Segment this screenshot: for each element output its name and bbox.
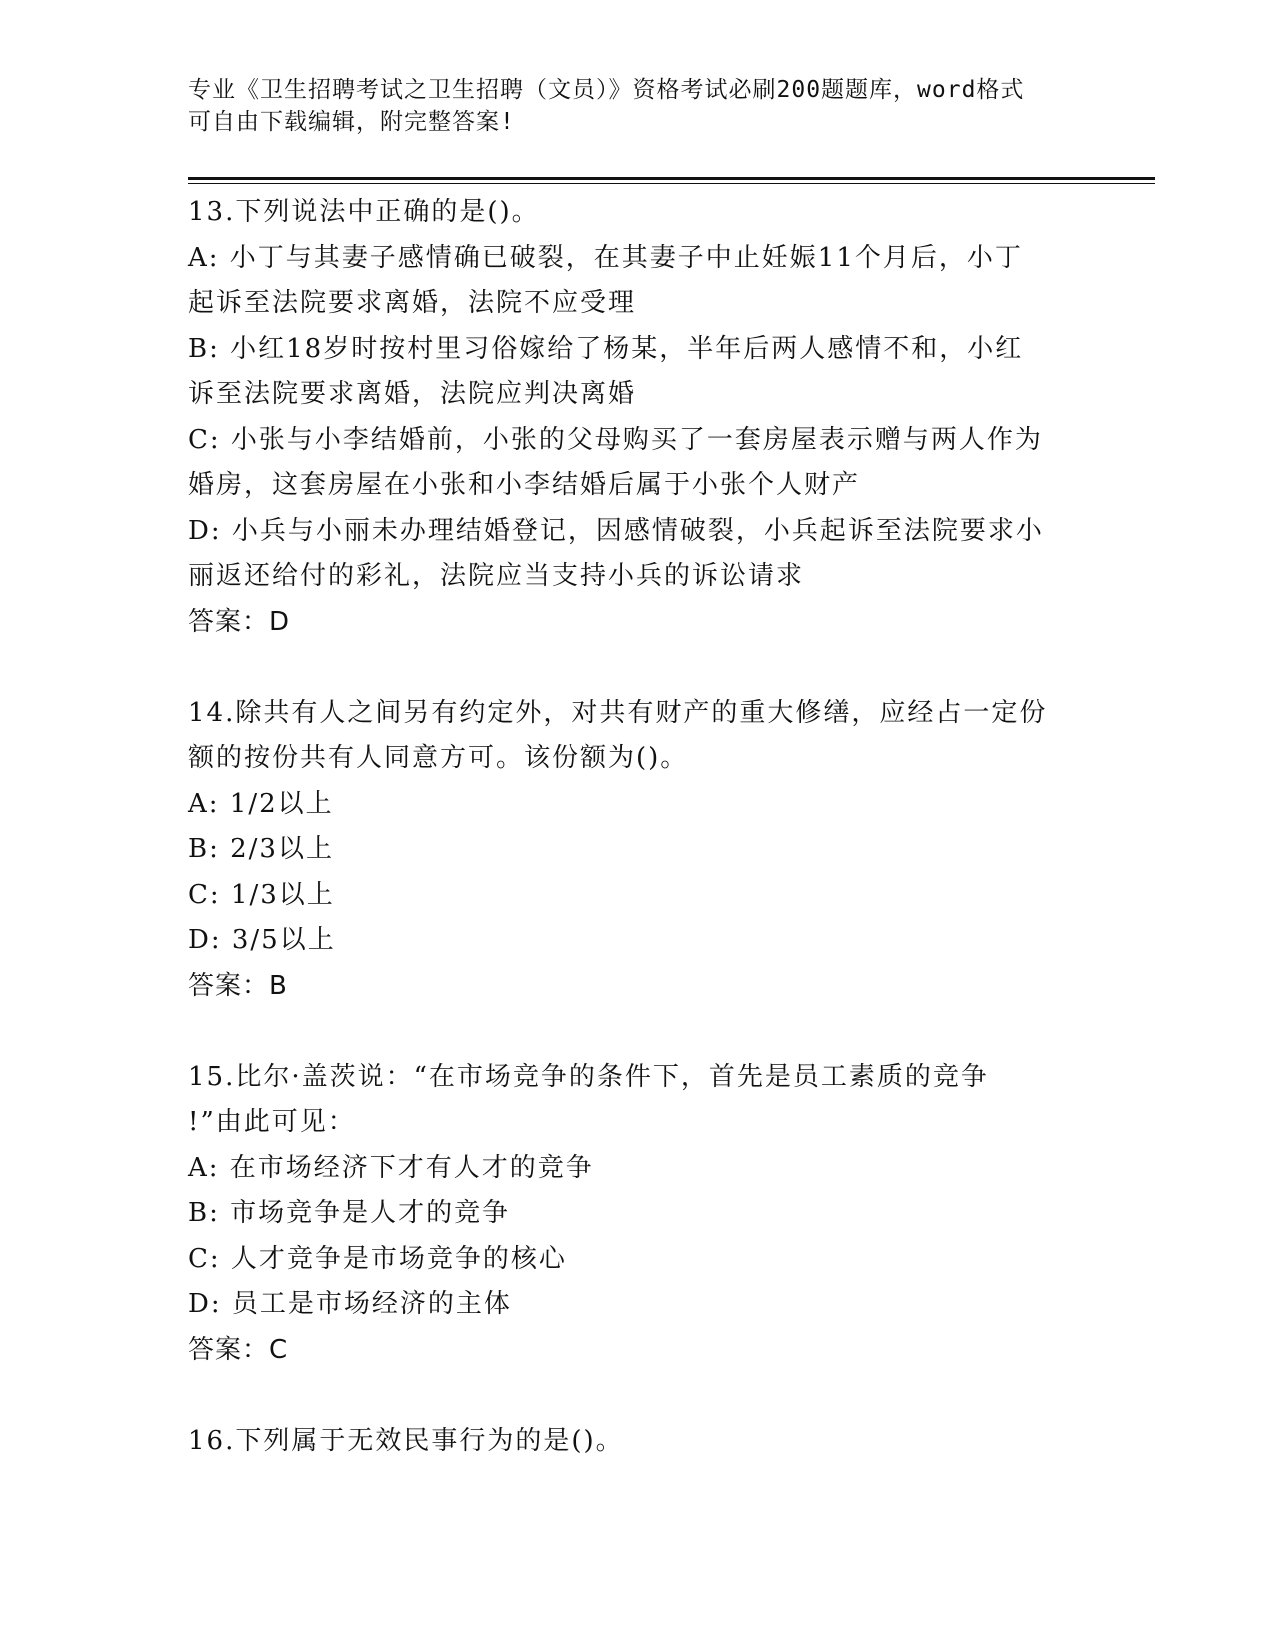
document-header <box>188 74 1088 138</box>
option-a: A: 小丁与其妻子感情确已破裂，在其妻子中止妊娠11个月后，小丁 <box>188 242 1023 273</box>
header-rule-thick <box>188 177 1155 180</box>
answer-label: 答案：D <box>188 606 291 637</box>
option-b: B: 市场竞争是人才的竞争 <box>188 1198 511 1228</box>
option-d: D: 3/5以上 <box>188 925 336 955</box>
question-stem-continued: !”由此可见： <box>188 1107 356 1137</box>
spacer <box>188 645 1088 691</box>
header-rule-thin <box>188 183 1155 184</box>
question-13 <box>188 190 1088 645</box>
answer-label: 答案：B <box>188 970 288 1001</box>
question-stem: 14.除共有人之间另有约定外，对共有财产的重大修缮，应经占一定份 <box>188 697 1048 728</box>
option-a: A: 在市场经济下才有人才的竞争 <box>188 1152 594 1183</box>
option-c: C: 人才竞争是市场竞争的核心 <box>188 1243 567 1274</box>
answer-label: 答案：C <box>188 1334 289 1365</box>
option-a-continued: 起诉至法院要求离婚，法院不应受理 <box>188 288 637 318</box>
spacer <box>188 1373 1088 1419</box>
question-stem: 16.下列属于无效民事行为的是()。 <box>188 1425 624 1456</box>
option-a: A: 1/2以上 <box>188 788 334 819</box>
header-line-2: 可自由下载编辑，附完整答案! <box>188 109 515 135</box>
option-c: C: 小张与小李结婚前，小张的父母购买了一套房屋表示赠与两人作为 <box>188 424 1043 455</box>
option-d-continued: 丽返还给付的彩礼，法院应当支持小兵的诉讼请求 <box>188 561 805 591</box>
question-stem: 13.下列说法中正确的是()。 <box>188 197 540 227</box>
option-d: D: 小兵与小丽未办理结婚登记，因感情破裂，小兵起诉至法院要求小 <box>188 515 1044 546</box>
question-14 <box>188 691 1088 1010</box>
question-list <box>188 190 1088 1464</box>
question-16 <box>188 1419 1088 1465</box>
option-d: D: 员工是市场经济的主体 <box>188 1289 512 1319</box>
option-b: B: 小红18岁时按村里习俗嫁给了杨某，半年后两人感情不和，小红 <box>188 333 1024 364</box>
spacer <box>188 1009 1088 1055</box>
question-stem-continued: 额的按份共有人同意方可。该份额为()。 <box>188 743 689 773</box>
question-stem: 15.比尔·盖茨说：“在市场竞争的条件下，首先是员工素质的竞争 <box>188 1061 989 1092</box>
question-15 <box>188 1055 1088 1374</box>
option-b: B: 2/3以上 <box>188 834 334 864</box>
option-c: C: 1/3以上 <box>188 879 335 910</box>
option-b-continued: 诉至法院要求离婚，法院应判决离婚 <box>188 379 637 409</box>
header-line-1: 专业《卫生招聘考试之卫生招聘（文员）》资格考试必刷200题题库，word格式 <box>188 77 1025 103</box>
option-c-continued: 婚房，这套房屋在小张和小李结婚后属于小张个人财产 <box>188 470 861 500</box>
